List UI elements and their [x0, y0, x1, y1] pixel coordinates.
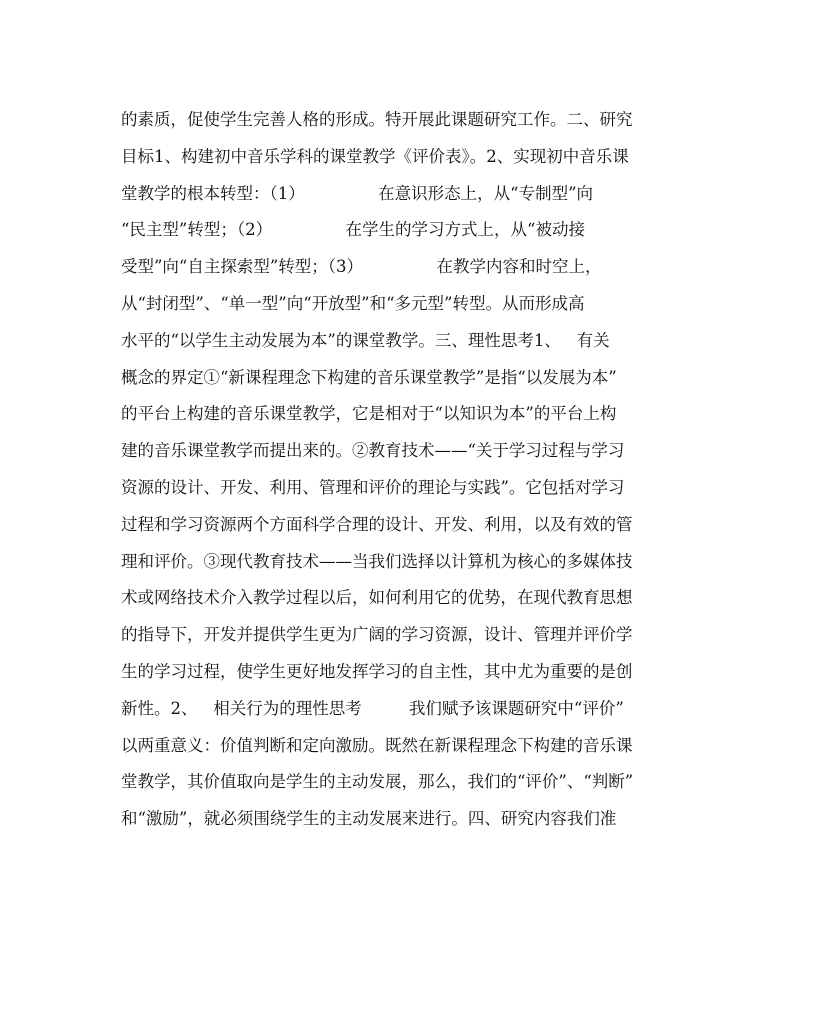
text-line: 以两重意义：价值判断和定向激励。既然在新课程理念下构建的音乐课	[121, 735, 633, 755]
text-line: 的指导下，开发并提供学生更为广阔的学习资源，设计、管理并评价学	[121, 625, 633, 645]
text-line: 生的学习过程，使学生更好地发挥学习的自主性，其中尤为重要的是创	[121, 661, 633, 681]
text-line: 建的音乐课堂教学而提出来的。②教育技术——“关于学习过程与学习	[121, 441, 625, 461]
body-text	[121, 102, 701, 838]
text-line: 概念的界定①“新课程理念下构建的音乐课堂教学”是指“以发展为本”	[121, 367, 617, 387]
text-line: 和“激励”，就必须围绕学生的主动发展来进行。四、研究内容我们准	[121, 809, 617, 829]
text-line: 目标1、构建初中音乐学科的课堂教学《评价表》。2、实现初中音乐课	[121, 146, 629, 166]
text-line: 过程和学习资源两个方面科学合理的设计、开发、利用，以及有效的管	[121, 514, 633, 534]
text-line: 理和评价。③现代教育技术——当我们选择以计算机为核心的多媒体技	[121, 551, 633, 571]
text-line: 从“封闭型”、“单一型”向“开放型”和“多元型”转型。从而形成高	[121, 293, 585, 313]
text-line: 堂教学，其价值取向是学生的主动发展，那么，我们的“评价”、“判断”	[121, 772, 634, 792]
text-line: 新性。2、 相关行为的理性思考 我们赋予该课题研究中“评价”	[121, 698, 624, 718]
text-line: 的平台上构建的音乐课堂教学，它是相对于“以知识为本”的平台上构	[121, 404, 617, 424]
text-line: 术或网络技术介入教学过程以后，如何利用它的优势，在现代教育思想	[121, 588, 633, 608]
text-line: “民主型”转型；（2） 在学生的学习方式上，从“被动接	[121, 220, 585, 240]
text-line: 的素质，促使学生完善人格的形成。特开展此课题研究工作。二、研究	[121, 110, 633, 129]
text-line: 受型”向“自主探索型”转型；（3） 在教学内容和时空上，	[121, 257, 602, 277]
text-line: 堂教学的根本转型：（1） 在意识形态上，从“专制型”向	[121, 183, 594, 203]
text-line: 水平的“以学生主动发展为本”的课堂教学。三、理性思考1、 有关	[121, 330, 610, 350]
text-line: 资源的设计、开发、利用、管理和评价的理论与实践”。它包括对学习	[121, 477, 625, 497]
